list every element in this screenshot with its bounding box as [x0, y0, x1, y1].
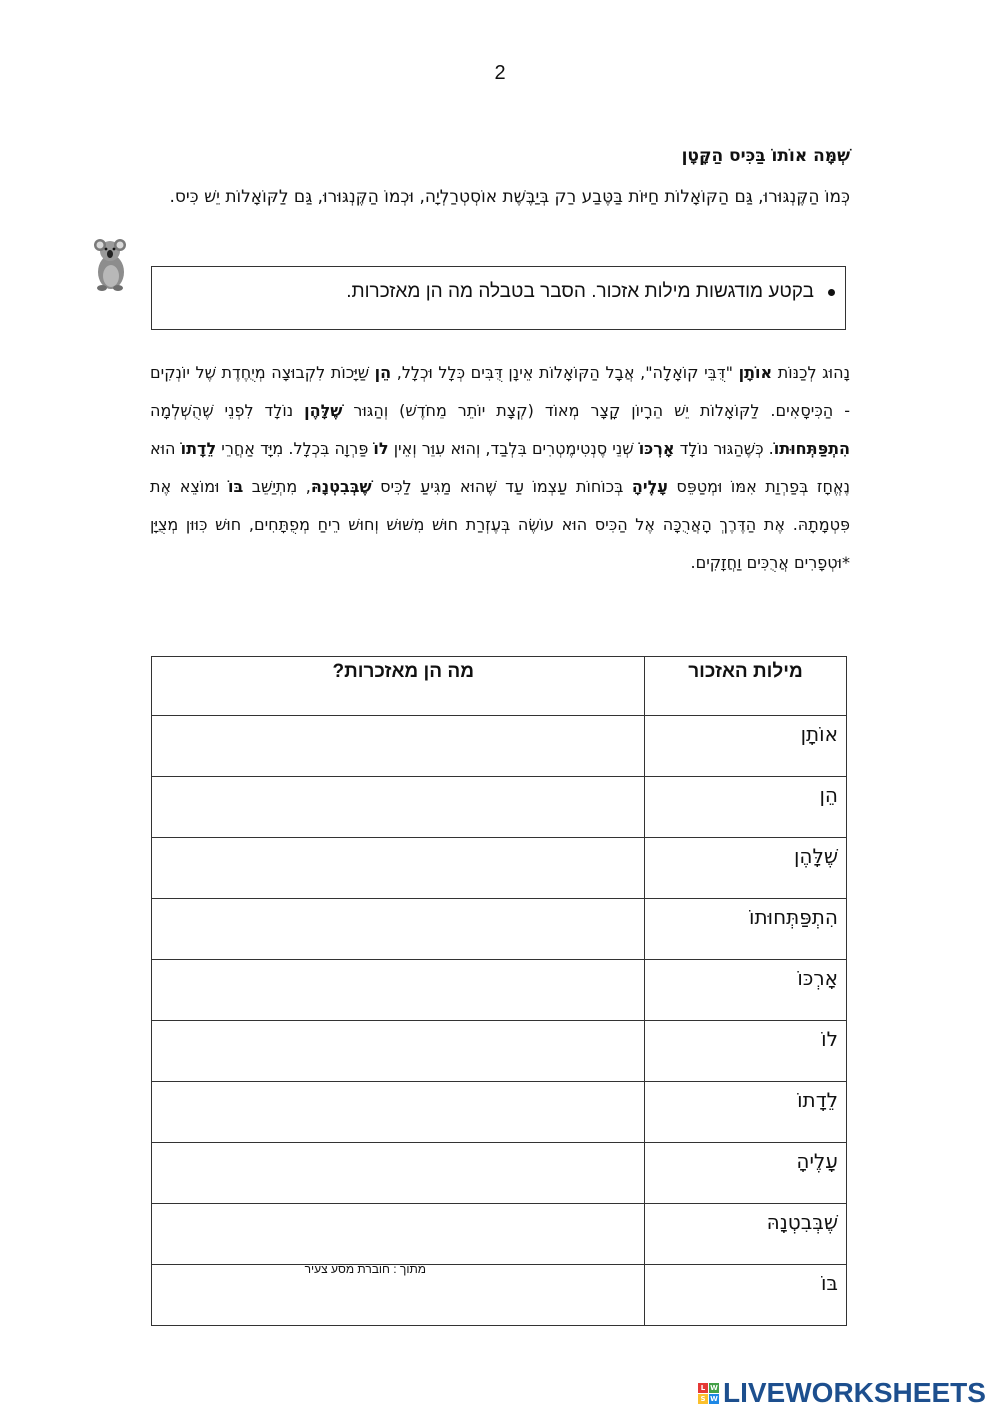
reference-word-cell: שֶׁלָּהֶן: [645, 838, 847, 899]
source-credit: מתוך : חוברת מסע צעיר: [304, 1262, 426, 1276]
passage-text: נוֹלָד לִפְנֵי שֶׁהֻשְׁלְמָה: [150, 401, 305, 420]
table-row: [152, 1082, 847, 1143]
answer-cell[interactable]: [152, 1082, 645, 1143]
passage-text: . כְּשֶׁהַגּוּר נוֹלָד: [674, 439, 774, 458]
brand-icon-square: S: [698, 1394, 708, 1404]
answer-cell[interactable]: [152, 777, 645, 838]
highlighted-reference-word: לוֹ: [373, 439, 389, 458]
highlighted-reference-word: עָלֶיהָ: [631, 477, 668, 496]
answer-cell[interactable]: [152, 716, 645, 777]
brand-text: LIVEWORKSHEETS: [723, 1377, 986, 1408]
highlighted-reference-word: הִתְפַּתְּחוּתוֹ: [773, 439, 851, 458]
passage-text: פַּרְוָה בִּכְלָל. מִיָּד אַחֲרֵי: [216, 439, 374, 458]
reference-word-cell: שֶׁבְּבִטְנָהּ: [645, 1204, 847, 1265]
passage-text: שַׁיָּכוֹת לִקְבוּצָה מְיֻחֶדֶת שֶׁל יוֹנְקִים - הַכִּיסָאִים. לַקּוֹאָלוֹת יֵשׁ הֵרָיוֹן קָצָר מְאוֹד (קְצָת יוֹתֵר מֵחֹדֶשׁ) וְהַגּוּר: [150, 363, 851, 420]
highlighted-reference-word: אוֹתָן: [738, 363, 773, 382]
table-row: [152, 777, 847, 838]
table-row: [152, 1265, 847, 1326]
passage-text: וּמוֹצֵא אֶת פִּטְמָתָהּ. אֶת הַדֶּרֶךְ הָאֲרֻכָּה אֶל הַכִּיס הוּא עוֹשֶׂה בְּעֶזְרַת חוּשׁ מִשּׁוּשׁ וְחוּשׁ רֵיחַ מְפֻתָּחִים, חוּשׁ כִּוּוּן מְצֻיָּן *וּטְפָרִים אֲרֻכִּים וַחֲזָקִים.: [150, 477, 850, 572]
reference-words-table: [151, 656, 847, 1326]
highlighted-reference-word: שֶׁבְּבִטְנָהּ: [310, 477, 372, 496]
reference-word-cell: לֵדָתוֹ: [645, 1082, 847, 1143]
page-number: 2: [494, 62, 506, 84]
header-reference-words: מילות האזכור: [645, 657, 847, 716]
passage-text: "דֻּבֵּי קוֹאָלָה", אֲבָל הַקּוֹאָלוֹת אֵינָן דֻּבִּים כְּלָל וּכְלָל,: [391, 363, 739, 382]
intro-paragraph: כְּמוֹ הַקֶּנְגּוּרוּ, גַּם הַקּוֹאָלוֹת חַיּוֹת בַּטֶּבַע רַק בְּיַבֶּשֶׁת אוֹסְטְרַלְיָה, וּכְמוֹ הַקֶּנְגּוּרוּ, גַּם לַקּוֹאָלוֹת יֵשׁ כִּיס.: [169, 187, 850, 207]
reference-word-cell: עָלֶיהָ: [645, 1143, 847, 1204]
table-row: [152, 1143, 847, 1204]
header-what-they-refer: מה הן מאזכרות?: [152, 657, 645, 716]
answer-cell[interactable]: [152, 899, 645, 960]
reference-word-cell: בּוֹ: [645, 1265, 847, 1326]
highlighted-reference-word: בּוֹ: [227, 477, 244, 496]
brand-icon-square: W: [710, 1394, 718, 1403]
answer-cell[interactable]: [152, 1204, 645, 1265]
highlighted-reference-word: הֵן: [374, 363, 392, 382]
table-row: [152, 716, 847, 777]
reference-word-cell: לוֹ: [645, 1021, 847, 1082]
passage-text: שְׁנֵי סֶנְטִימֶטְרִים בִּלְבַד, וְהוּא עִוֵּר וְאֵין: [388, 439, 639, 458]
highlighted-reference-word: שֶׁלָּהֶן: [304, 401, 343, 420]
answer-cell[interactable]: [152, 838, 645, 899]
reference-word-cell: אוֹתָן: [645, 716, 847, 777]
table-row: [152, 960, 847, 1021]
passage-text: נָהוּג לְכַנּוֹת: [772, 363, 850, 382]
reference-word-cell: הֵן: [645, 777, 847, 838]
table-row: [152, 899, 847, 960]
highlighted-reference-word: לֵדָתוֹ: [180, 439, 217, 458]
passage-text: הוּא נֶאֱחָז בְּפַרְוַת אִמּוֹ וּמְטַפֵּס: [150, 439, 850, 496]
reading-passage: [150, 354, 850, 582]
table-row: [152, 838, 847, 899]
answer-cell[interactable]: [152, 960, 645, 1021]
table-row: [152, 1204, 847, 1265]
answer-cell[interactable]: [152, 1021, 645, 1082]
koala-image: [86, 236, 134, 292]
reference-word-cell: הִתְפַּתְּחוּתוֹ: [645, 899, 847, 960]
page-title: שְׁמָּה אוֹתוֹ בַּכִּיס הַקָּטָן: [681, 146, 850, 166]
bullet-icon: [828, 289, 835, 296]
brand-icon-square: L: [698, 1383, 708, 1393]
instruction-text: בקטע מודגשות מילות אזכור. הסבר בטבלה מה הן מאזכרות.: [346, 281, 814, 302]
table-row: [152, 1021, 847, 1082]
instruction-item: [346, 281, 835, 303]
liveworksheets-icon: [698, 1383, 719, 1404]
table-header-row: [152, 657, 847, 716]
liveworksheets-logo: [698, 1378, 986, 1408]
answer-cell[interactable]: [152, 1143, 645, 1204]
passage-text: , מִתְיַשֵּׁב: [243, 477, 311, 496]
reference-word-cell: אָרְכּוֹ: [645, 960, 847, 1021]
instruction-box: [151, 266, 846, 330]
highlighted-reference-word: אָרְכּוֹ: [638, 439, 675, 458]
passage-text: בְּכוֹחוֹת עַצְמוֹ עַד שֶׁהוּא מַגִּיעַ לַכִּיס: [371, 477, 632, 496]
brand-icon-square: W: [710, 1383, 718, 1392]
